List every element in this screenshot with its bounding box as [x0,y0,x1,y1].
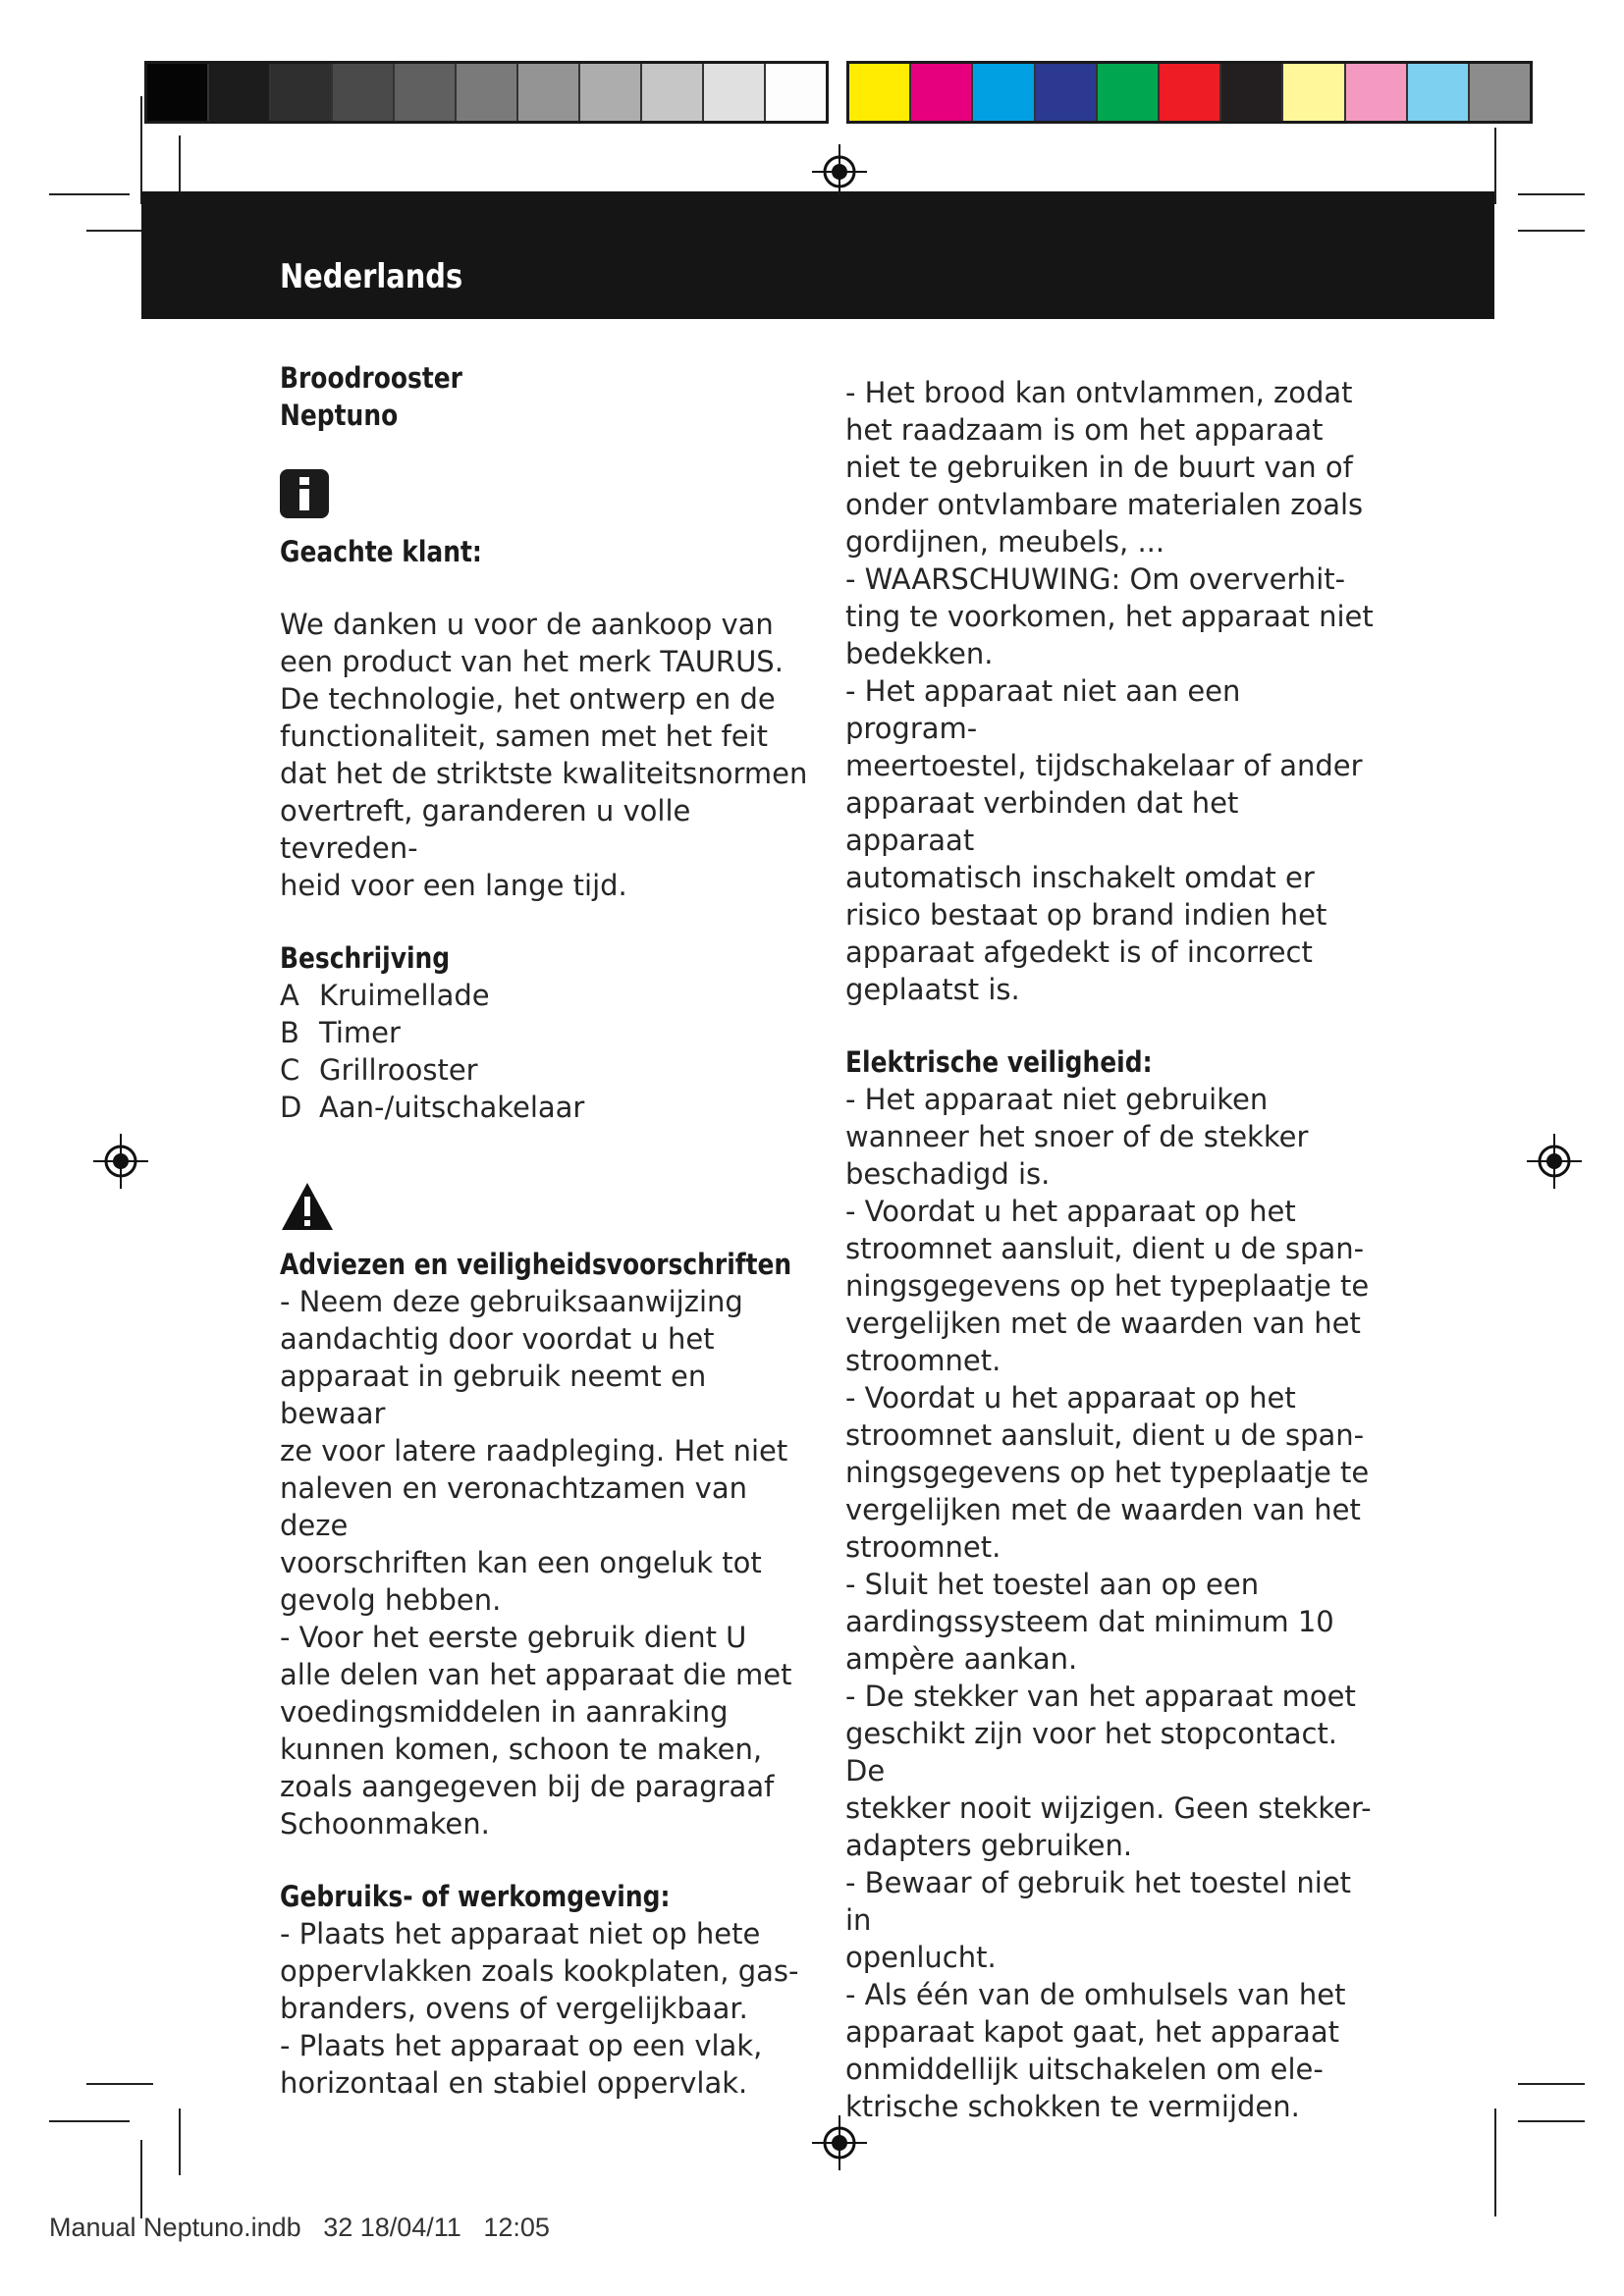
calibration-swatch [1283,64,1345,121]
text-line: ningsgegevens op het typeplaatje te [845,1269,1370,1303]
text-line: openlucht. [845,1941,997,1974]
text-line: - Plaats het apparaat niet op hete [280,1917,761,1950]
text-line: voedingsmiddelen in aanraking [280,1695,729,1729]
calibration-swatch [642,64,704,121]
calibration-swatch [704,64,766,121]
text-line: beschadigd is. [845,1157,1051,1191]
text-line: - WAARSCHUWING: Om oververhit- [845,562,1346,596]
greeting-text [280,606,810,904]
calibration-swatch [1098,64,1160,121]
language-title: Nederlands [280,257,463,296]
text-line: meertoestel, tijdschakelaar of ander [845,749,1363,782]
text-line: Schoonmaken. [280,1807,490,1841]
description-item [280,1051,810,1089]
text-line: overtreft, garanderen u volle tevreden- [280,794,691,865]
text-line: stroomnet aansluit, dient u de span- [845,1418,1365,1452]
crop-mark [1494,128,1496,204]
text-line: stroomnet. [845,1530,1001,1564]
greeting-heading: Geachte klant: [280,535,482,568]
crop-mark [140,2140,142,2218]
calibration-swatch [395,64,457,121]
info-icon [280,469,329,518]
text-line: - Neem deze gebruiksaanwijzing [280,1285,743,1318]
text-line: het raadzaam is om het apparaat [845,413,1324,447]
electrical-heading: Elektrische veiligheid: [845,1045,1153,1079]
text-line: geschikt zijn voor het stopcontact. De [845,1717,1338,1788]
description-item [280,1014,810,1051]
product-name-line2: Neptuno [280,399,399,432]
description-item-key: A [280,979,299,1012]
environment-text [280,1915,810,2102]
crop-mark [179,2109,181,2175]
product-name-line1: Broodrooster [280,361,462,395]
calibration-swatch [849,64,911,121]
text-line: functionaliteit, samen met het feit [280,720,768,753]
right-column [845,374,1376,2125]
calibration-swatch [1408,64,1470,121]
text-line: dat het de striktste kwaliteitsnormen [280,757,808,790]
calibration-swatch [518,64,580,121]
advice-text [280,1283,810,1842]
crop-mark [1494,2109,1496,2216]
description-item-key: C [280,1053,300,1087]
description-item-label: Timer [319,1016,401,1049]
text-line: geplaatst is. [845,973,1020,1006]
text-line: alle delen van het apparaat die met [280,1658,792,1691]
text-line: ting te voorkomen, het apparaat niet [845,600,1374,633]
grayscale-calibration-bar [144,61,829,124]
text-line: apparaat kapot gaat, het apparaat [845,2015,1339,2049]
crop-mark [49,2120,130,2122]
text-line: horizontaal en stabiel oppervlak. [280,2066,748,2100]
text-line: - Het apparaat niet aan een program- [845,674,1241,745]
right-intro-text [845,374,1376,1008]
description-item-label: Kruimellade [319,979,490,1012]
description-item-label: Grillrooster [319,1053,478,1087]
text-line: stroomnet aansluit, dient u de span- [845,1232,1365,1265]
description-item [280,977,810,1014]
registration-target-icon [1525,1132,1584,1191]
text-line: oppervlakken zoals kookplaten, gas- [280,1954,799,1988]
text-line: onmiddellijk uitschakelen om ele- [845,2053,1324,2086]
text-line: apparaat verbinden dat het apparaat [845,786,1239,857]
text-line: branders, ovens of vergelijkbaar. [280,1992,748,2025]
description-list [280,977,810,1126]
calibration-swatch [1346,64,1408,121]
calibration-swatch [766,64,826,121]
text-line: onder ontvlambare materialen zoals [845,488,1364,521]
text-line: - Plaats het apparaat op een vlak, [280,2029,763,2062]
advice-heading: Adviezen en veiligheidsvoorschriften [280,1248,792,1281]
text-line: - Voordat u het apparaat op het [845,1195,1296,1228]
registration-target-icon [91,1132,150,1191]
description-item [280,1089,810,1126]
text-line: - Sluit het toestel aan op een [845,1568,1260,1601]
text-line: stroomnet. [845,1344,1001,1377]
text-line: risico bestaat op brand indien het [845,898,1327,932]
description-item-key: B [280,1016,299,1049]
text-line: ktrische schokken te vermijden. [845,2090,1300,2123]
electrical-text [845,1081,1376,2125]
text-line: We danken u voor de aankoop van [280,608,774,641]
calibration-swatch [1221,64,1283,121]
text-line: apparaat afgedekt is of incorrect [845,935,1313,969]
language-header-band [141,191,1494,319]
text-line: aandachtig door voordat u het [280,1322,715,1356]
text-line: gevolg hebben. [280,1583,502,1617]
text-line: voorschriften kan een ongeluk tot [280,1546,762,1579]
calibration-swatch [209,64,271,121]
text-line: zoals aangegeven bij de paragraaf [280,1770,775,1803]
calibration-swatch [271,64,333,121]
text-line: apparaat in gebruik neemt en bewaar [280,1360,707,1430]
description-item-label: Aan-/uitschakelaar [319,1091,585,1124]
text-line: vergelijken met de waarden van het [845,1307,1361,1340]
crop-mark [49,193,130,195]
calibration-swatch [1036,64,1098,121]
crop-mark [1518,2120,1585,2122]
text-line: bedekken. [845,637,994,670]
text-line: ampère aankan. [845,1642,1078,1676]
text-line: - Voordat u het apparaat op het [845,1381,1296,1415]
calibration-swatch [580,64,642,121]
text-line: wanneer het snoer of de stekker [845,1120,1309,1153]
text-line: naleven en veronachtzamen van deze [280,1471,747,1542]
crop-mark [1518,230,1585,232]
text-line: - Als één van de omhulsels van het [845,1978,1346,2011]
text-line: ningsgegevens op het typeplaatje te [845,1456,1370,1489]
print-slug: Manual Neptuno.indb 32 18/04/11 12:05 [49,2213,550,2242]
crop-mark [1518,193,1585,195]
calibration-swatch [973,64,1035,121]
calibration-swatch [457,64,518,121]
crop-mark [140,96,142,204]
crop-mark [86,2083,153,2085]
text-line: heid voor een lange tijd. [280,869,627,902]
calibration-swatch [1470,64,1530,121]
text-line: een product van het merk TAURUS. [280,645,784,678]
text-line: - Bewaar of gebruik het toestel niet in [845,1866,1352,1937]
text-line: adapters gebruiken. [845,1829,1133,1862]
color-calibration-bar [846,61,1533,124]
text-line: stekker nooit wijzigen. Geen stekker- [845,1791,1372,1825]
text-line: De technologie, het ontwerp en de [280,682,776,716]
text-line: aardingssysteem dat minimum 10 [845,1605,1334,1638]
environment-heading: Gebruiks- of werkomgeving: [280,1880,671,1913]
text-line: - De stekker van het apparaat moet [845,1680,1356,1713]
text-line: kunnen komen, schoon te maken, [280,1733,763,1766]
text-line: vergelijken met de waarden van het [845,1493,1361,1526]
description-heading: Beschrijving [280,941,451,975]
left-column [280,359,810,2102]
warning-icon [280,1181,335,1232]
text-line: ze voor latere raadpleging. Het niet [280,1434,788,1468]
calibration-swatch [911,64,973,121]
calibration-swatch [333,64,395,121]
calibration-swatch [147,64,209,121]
text-line: - Het apparaat niet gebruiken [845,1083,1269,1116]
text-line: - Voor het eerste gebruik dient U [280,1621,747,1654]
crop-mark [1518,2083,1585,2085]
calibration-swatch [1160,64,1221,121]
text-line: - Het brood kan ontvlammen, zodat [845,376,1353,409]
description-item-key: D [280,1091,302,1124]
text-line: automatisch inschakelt omdat er [845,861,1315,894]
text-line: niet te gebruiken in de buurt van of [845,451,1353,484]
text-line: gordijnen, meubels, ... [845,525,1165,559]
